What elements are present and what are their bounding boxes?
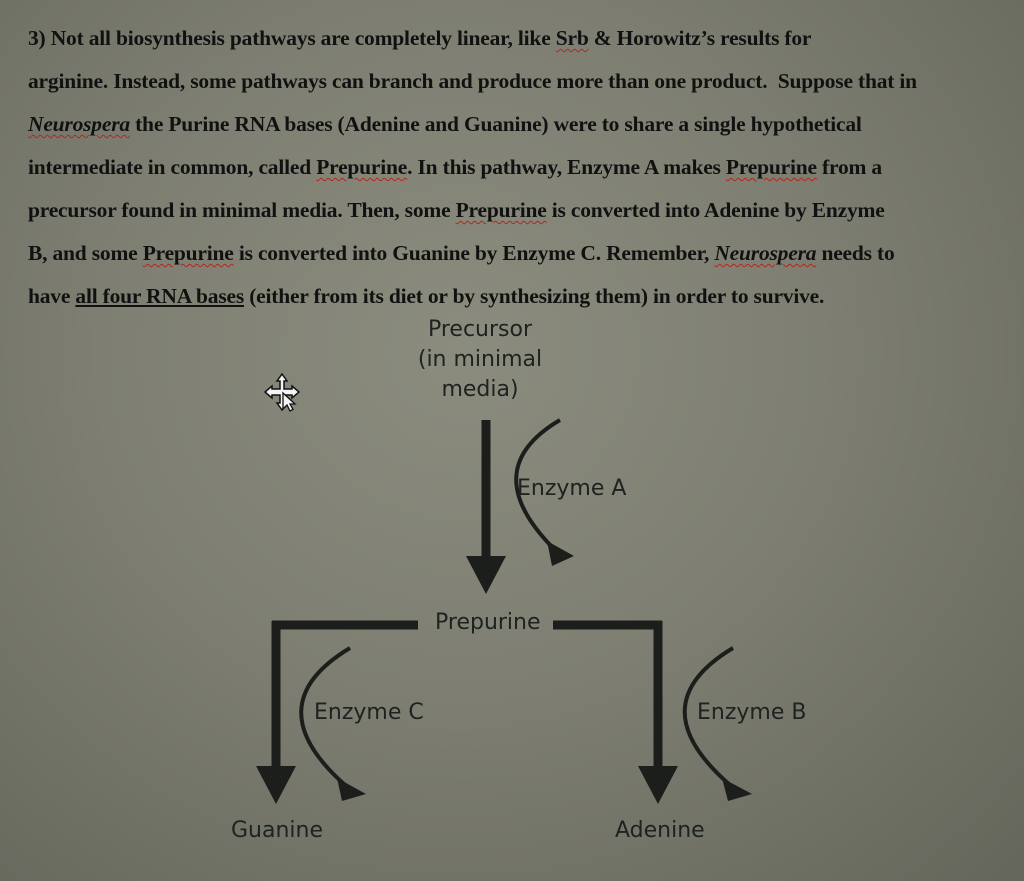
question-line-3: Neurospera the Purine RNA bases (Adenine and Guanine) were to share a single hypothetical [28,112,862,136]
prepurine-label: Prepurine [435,610,541,635]
spell-check-word: Neurospera [714,241,817,265]
question-line-5: precursor found in minimal media. Then, some Prepurine is converted into Adenine by Enzyme [28,198,885,222]
question-line-6: B, and some Prepurine is converted into Guanine by Enzyme C. Remember, Neurospera needs to [28,241,895,265]
enzyme-c-arrowhead [337,778,366,801]
question-line-4: intermediate in common, called Prepurine. In this pathway, Enzyme A makes Prepurine from a [28,155,882,179]
question-line-2: arginine. Instead, some pathways can branch and produce more than one product. Suppose that in [28,69,917,93]
move-cursor-icon [262,372,302,412]
question-number: 3) [28,26,46,50]
question-line-1: 3) Not all biosynthesis pathways are completely linear, like Srb & Horowitz’s results for [28,26,812,50]
enzyme-a-arrowhead [547,541,574,566]
enzyme-b-label: Enzyme B [697,700,807,725]
spell-check-word: Prepurine [455,198,547,222]
precursor-arrowhead [466,556,506,594]
question-line-7: have all four RNA bases (either from its diet or by synthesizing them) in order to survive. [28,284,825,308]
adenine-arrowhead [638,766,678,804]
spell-check-word: Prepurine [142,241,234,265]
enzyme-b-arrowhead [722,778,752,801]
spell-check-word: Prepurine [316,155,408,179]
guanine-arrowhead [256,766,296,804]
guanine-label: Guanine [231,818,324,843]
spell-check-word: Neurospera [28,112,130,136]
adenine-label: Adenine [615,818,705,843]
underlined-phrase: all four RNA bases [75,284,245,308]
enzyme-a-label: Enzyme A [517,476,627,501]
spell-check-word: Prepurine [725,155,817,179]
enzyme-c-label: Enzyme C [314,700,424,725]
precursor-label: Precursor (in minimal media) [417,317,543,402]
spell-check-word: Srb [555,26,589,50]
